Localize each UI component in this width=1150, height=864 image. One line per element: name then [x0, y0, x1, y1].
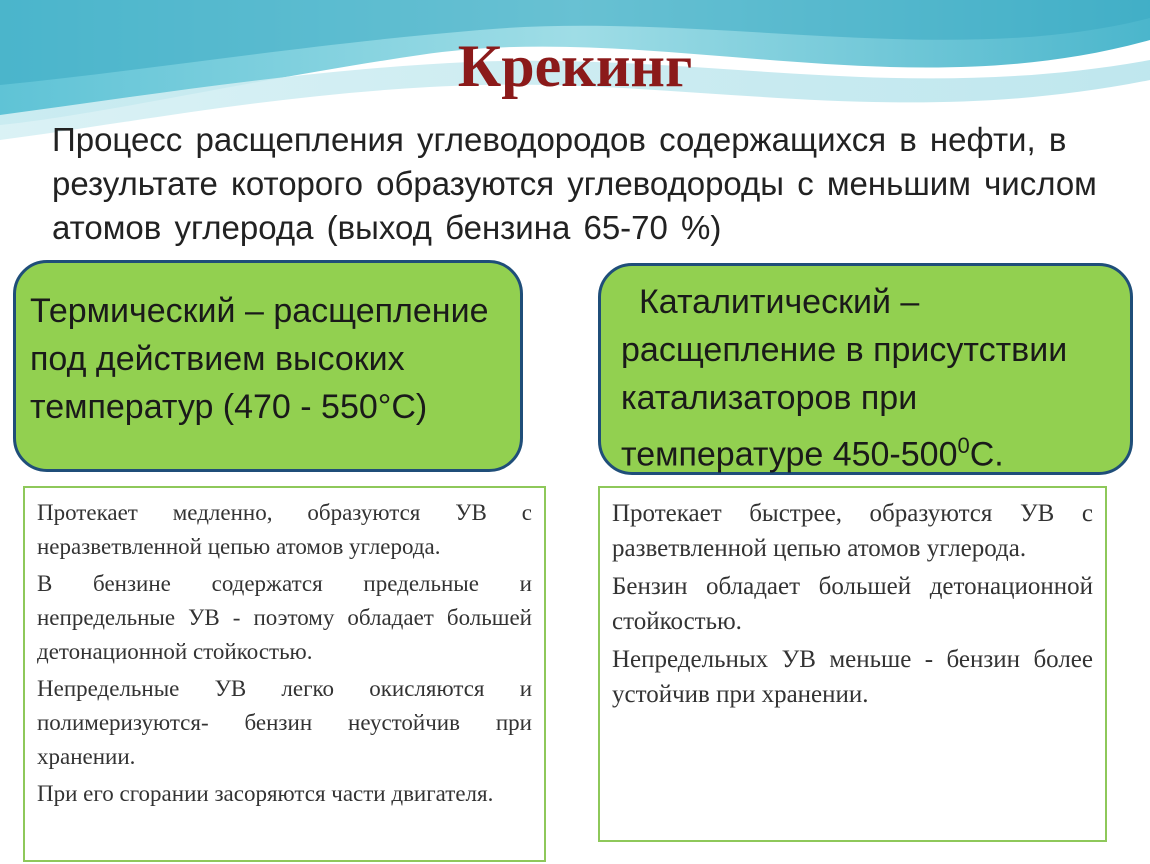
catalytic-degree-superscript: 0: [957, 433, 970, 458]
thermal-detail: Непредельные УВ легко окисляются и полимеризуются- бензин неустойчив при хранении.: [37, 676, 532, 769]
thermal-cracking-box: [13, 260, 523, 472]
thermal-detail: Протекает медленно, образуются УВ с неразветвленной цепью атомов углерода.: [37, 500, 532, 559]
thermal-detail: При его сгорании засоряются части двигателя.: [37, 781, 494, 806]
catalytic-detail: Протекает быстрее, образуются УВ с разветвленной цепью атомов углерода.: [612, 500, 1093, 562]
catalytic-cracking-heading: Каталитический – расщепление в присутствии катализаторов при температуре 450-500: [621, 283, 1068, 474]
catalytic-detail: Бензин обладает большей детонационной стойкостью.: [612, 573, 1093, 635]
catalytic-details-box: [598, 486, 1107, 842]
catalytic-cracking-box: [598, 263, 1133, 475]
catalytic-detail: Непредельных УВ меньше - бензин более устойчив при хранении.: [612, 646, 1093, 708]
catalytic-unit: С.: [969, 435, 1004, 474]
thermal-cracking-heading: Термический – расщепление под действием высоких температур (470 - 550°C): [30, 292, 489, 426]
definition-text: Процесс расщепления углеводородов содержащихся в нефти, в результате которого образуются углеводороды с меньшим числом атомов углерода (выход бензина 65-70 %): [52, 121, 1097, 246]
thermal-details-box: [23, 486, 546, 862]
thermal-detail: В бензине содержатся предельные и непредельные УВ - поэтому обладает большей детонационной стойкостью.: [37, 571, 532, 664]
slide-title: Крекинг: [457, 33, 693, 99]
